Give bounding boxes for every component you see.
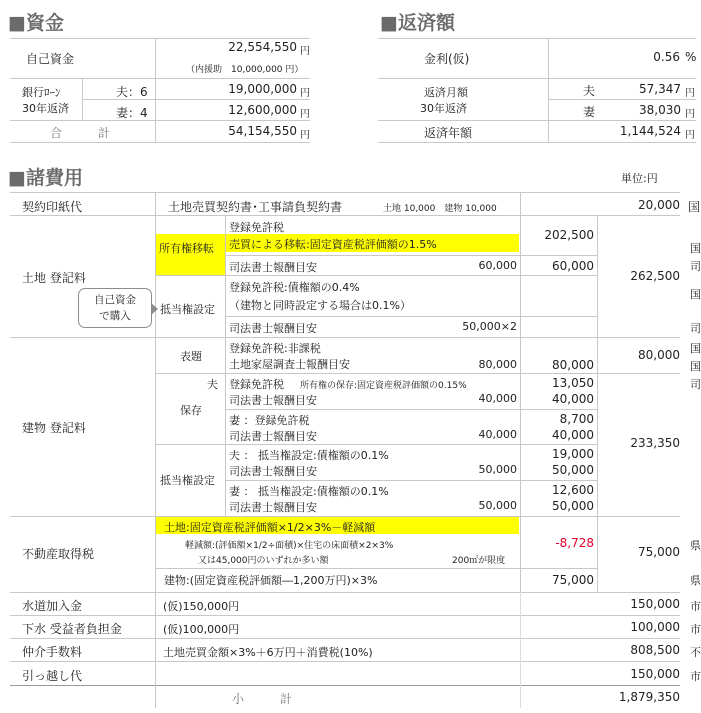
moving-label: 引っ越し代 — [22, 669, 83, 683]
land-tail-3: 国 — [690, 288, 701, 301]
fees-heading: ■諸費用 — [8, 167, 83, 189]
subtotal-label: 小 計 — [232, 692, 293, 706]
land-scrivener-amount: 60,000 — [478, 259, 517, 272]
unit: 円 — [685, 88, 695, 99]
land-mortgage-scrivener: 司法書士報酬目安 — [229, 322, 317, 335]
repay-heading: ■返済額 — [380, 12, 455, 34]
mortgage-husband-tax: 夫 ： 抵当権設定:債権額の0.1% — [229, 449, 389, 462]
wife-loan-label: 妻：4 — [116, 106, 148, 120]
divider — [10, 592, 680, 593]
divider — [520, 192, 521, 592]
moving-value: 150,000 — [630, 667, 680, 681]
mortgage-husband-tax-value: 19,000 — [552, 447, 594, 461]
unit: 円 — [300, 88, 310, 99]
divider — [10, 337, 680, 338]
building-tail-1: 国 — [690, 342, 701, 355]
mortgage-wife-tax-value: 12,600 — [552, 483, 594, 497]
preserve-husband-scrivener-value: 40,000 — [552, 392, 594, 406]
husband-loan-label: 夫：6 — [116, 85, 148, 99]
preserve-husband-scrivener-amount: 40,000 — [478, 392, 517, 405]
land-subtotal: 262,500 — [630, 269, 680, 283]
preserve-wife-tax-value: 8,700 — [559, 412, 594, 426]
husband-loan-value: 19,000,000 — [228, 82, 297, 96]
land-tail-4: 司 — [690, 322, 701, 335]
own-funds-value: 22,554,550 — [228, 40, 297, 54]
divider — [225, 215, 226, 516]
rate-value: 0.56 — [653, 50, 680, 64]
broker-tail: 不 — [690, 646, 701, 659]
unit: 円 — [685, 109, 695, 120]
land-scrivener: 司法書士報酬目安 — [229, 261, 317, 274]
preserve-wife-scrivener: 司法書士報酬目安 — [229, 430, 317, 443]
divider — [225, 480, 597, 481]
divider — [10, 120, 310, 121]
loan-label: 銀行ﾛｰﾝ — [22, 86, 61, 99]
divider — [378, 142, 696, 143]
divider — [155, 568, 597, 569]
building-mortgage-label: 抵当権設定 — [160, 474, 215, 487]
acquisition-reduction: 軽減額:(評価額×1/2÷面積)×住宅の床面積×2×3% — [185, 541, 394, 551]
divider — [225, 255, 597, 256]
sewer-value: 100,000 — [630, 620, 680, 634]
acquisition-limit: 200㎡が限度 — [452, 556, 506, 566]
wife-monthly-value: 38,030 — [639, 103, 681, 117]
husband-monthly-label: 夫 — [583, 84, 596, 98]
acquisition-tax-label: 不動産取得税 — [22, 547, 95, 561]
stamp-detail: 土地 10,000 建物 10,000 — [383, 204, 497, 214]
funds-heading: ■資金 — [8, 12, 64, 34]
unit: 円 — [300, 46, 310, 57]
unit: 円 — [300, 109, 310, 120]
divider — [548, 38, 549, 142]
callout-line-2: で購入 — [99, 310, 131, 322]
divider — [155, 275, 597, 276]
divider — [378, 78, 696, 79]
subtotal-value: 1,879,350 — [618, 690, 680, 704]
preserve-husband-tax-note: 所有権の保存:固定資産税評価額の0.15% — [300, 381, 467, 391]
divider — [10, 215, 680, 216]
acquisition-building-value: 75,000 — [552, 573, 594, 587]
divider — [548, 99, 696, 100]
land-tail-1: 国 — [690, 242, 701, 255]
land-mortgage-scrivener-amount: 50,000×2 — [462, 320, 517, 333]
building-title-sum: 80,000 — [638, 348, 680, 362]
mortgage-wife-scrivener: 司法書士報酬目安 — [229, 501, 317, 514]
unit-label: 単位:円 — [621, 172, 658, 185]
moving-tail: 市 — [690, 670, 701, 683]
building-title-surveyor-amount: 80,000 — [478, 358, 517, 371]
funds-total-label: 合 計 — [50, 126, 111, 140]
own-funds-note: （内援助 10,000,000 円） — [186, 65, 304, 75]
unit: 円 — [300, 130, 310, 141]
building-tail-2: 国 — [690, 360, 701, 373]
mortgage-wife-scrivener-amount: 50,000 — [478, 499, 517, 512]
divider — [378, 38, 696, 39]
divider — [225, 316, 597, 317]
preserve-husband-tax-value: 13,050 — [552, 376, 594, 390]
broker-value: 808,500 — [630, 643, 680, 657]
acquisition-subtotal: 75,000 — [638, 545, 680, 559]
building-title-label: 表題 — [180, 350, 202, 363]
divider — [10, 685, 680, 686]
divider — [10, 661, 680, 662]
divider — [155, 373, 680, 374]
divider — [378, 120, 696, 121]
preserve-husband-tax: 登録免許税 — [229, 378, 284, 391]
mortgage-wife-tax: 妻 ： 抵当権設定:債権額の0.1% — [229, 485, 389, 498]
divider — [10, 615, 680, 616]
acquisition-land-formula: 土地:固定資産税評価額×1/2×3%－軽減額 — [164, 521, 376, 534]
rate-label: 金利(仮) — [424, 52, 470, 66]
building-title-tax: 登録免許税:非課税 — [229, 342, 321, 355]
divider — [225, 409, 597, 410]
land-transfer-label: 所有権移転 — [159, 242, 214, 255]
land-registration-total: 202,500 — [544, 228, 594, 242]
stamp-desc: 土地売買契約書･工事請負契約書 — [168, 200, 343, 214]
annual-value: 1,144,524 — [619, 124, 681, 138]
land-mortgage-note: （建物と同時設定する場合は0.1%） — [229, 299, 411, 312]
water-label: 水道加入金 — [22, 599, 83, 613]
monthly-label: 返済月額 — [424, 86, 468, 99]
acquisition-land-value: -8,728 — [555, 536, 594, 550]
wife-loan-value: 12,600,000 — [228, 103, 297, 117]
building-tail-3: 司 — [690, 378, 701, 391]
divider — [10, 78, 310, 79]
building-title-surveyor: 土地家屋調査士報酬目安 — [229, 358, 350, 371]
unit: 円 — [685, 130, 695, 141]
preserve-wife-tax: 妻 ：登録免許税 — [229, 414, 310, 427]
divider — [155, 38, 156, 142]
divider — [10, 38, 310, 39]
preserve-wife-scrivener-value: 40,000 — [552, 428, 594, 442]
land-mortgage-label: 抵当権設定 — [160, 303, 215, 316]
annual-label: 返済年額 — [424, 126, 473, 140]
building-registration-label: 建物 登記料 — [22, 421, 86, 435]
land-registration-label: 土地 登記料 — [22, 271, 86, 285]
divider — [520, 592, 521, 708]
stamp-value: 20,000 — [638, 198, 680, 212]
building-preserve-label: 保存 — [180, 404, 202, 417]
acquisition-tail-2: 県 — [690, 574, 701, 587]
acquisition-tail-1: 県 — [690, 539, 701, 552]
own-funds-label: 自己資金 — [26, 52, 75, 66]
divider — [10, 192, 680, 193]
divider — [155, 444, 597, 445]
preserve-wife-scrivener-amount: 40,000 — [478, 428, 517, 441]
water-tail: 市 — [690, 600, 701, 613]
husband-monthly-value: 57,347 — [639, 82, 681, 96]
mortgage-wife-scrivener-value: 50,000 — [552, 499, 594, 513]
sewer-label: 下水 受益者負担金 — [22, 622, 122, 636]
divider — [10, 638, 680, 639]
land-registration-tax: 登録免許税 — [229, 221, 284, 234]
own-funds-callout — [78, 288, 152, 328]
mortgage-husband-scrivener-amount: 50,000 — [478, 463, 517, 476]
broker-desc: 土地売買金額×3%＋6万円＋消費税(10%) — [163, 646, 373, 659]
building-title-total: 80,000 — [552, 358, 594, 372]
funds-total-value: 54,154,550 — [228, 124, 297, 138]
land-tail-2: 司 — [690, 260, 701, 273]
stamp-label: 契約印紙代 — [22, 200, 83, 214]
water-value: 150,000 — [630, 597, 680, 611]
preserve-husband-scrivener: 司法書士報酬目安 — [229, 394, 317, 407]
mortgage-husband-scrivener: 司法書士報酬目安 — [229, 465, 317, 478]
rate-unit: % — [685, 50, 697, 64]
divider — [597, 215, 598, 592]
mortgage-husband-scrivener-value: 50,000 — [552, 463, 594, 477]
acquisition-building-formula: 建物:(固定資産税評価額―1,200万円)×3% — [164, 574, 378, 587]
divider — [10, 142, 310, 143]
land-mortgage-tax: 登録免許税:債権額の0.4% — [229, 281, 360, 294]
monthly-term-label: 30年返済 — [420, 102, 467, 115]
land-scrivener-total: 60,000 — [552, 259, 594, 273]
callout-line-1: 自己資金 — [94, 294, 136, 306]
land-sale-transfer: 売買による移転:固定資産税評価額の1.5% — [229, 238, 437, 251]
divider — [82, 78, 83, 120]
broker-label: 仲介手数料 — [22, 645, 83, 659]
wife-monthly-label: 妻 — [583, 105, 596, 119]
building-husband-mark: 夫 — [207, 378, 218, 391]
water-desc: (仮)150,000円 — [163, 600, 240, 613]
loan-term-label: 30年返済 — [22, 102, 69, 115]
sewer-tail: 市 — [690, 623, 701, 636]
sewer-desc: (仮)100,000円 — [163, 623, 240, 636]
stamp-tail: 国 — [688, 200, 701, 214]
acquisition-reduction-alt: 又は45,000円のいずれか多い額 — [198, 556, 329, 566]
building-subtotal: 233,350 — [630, 436, 680, 450]
